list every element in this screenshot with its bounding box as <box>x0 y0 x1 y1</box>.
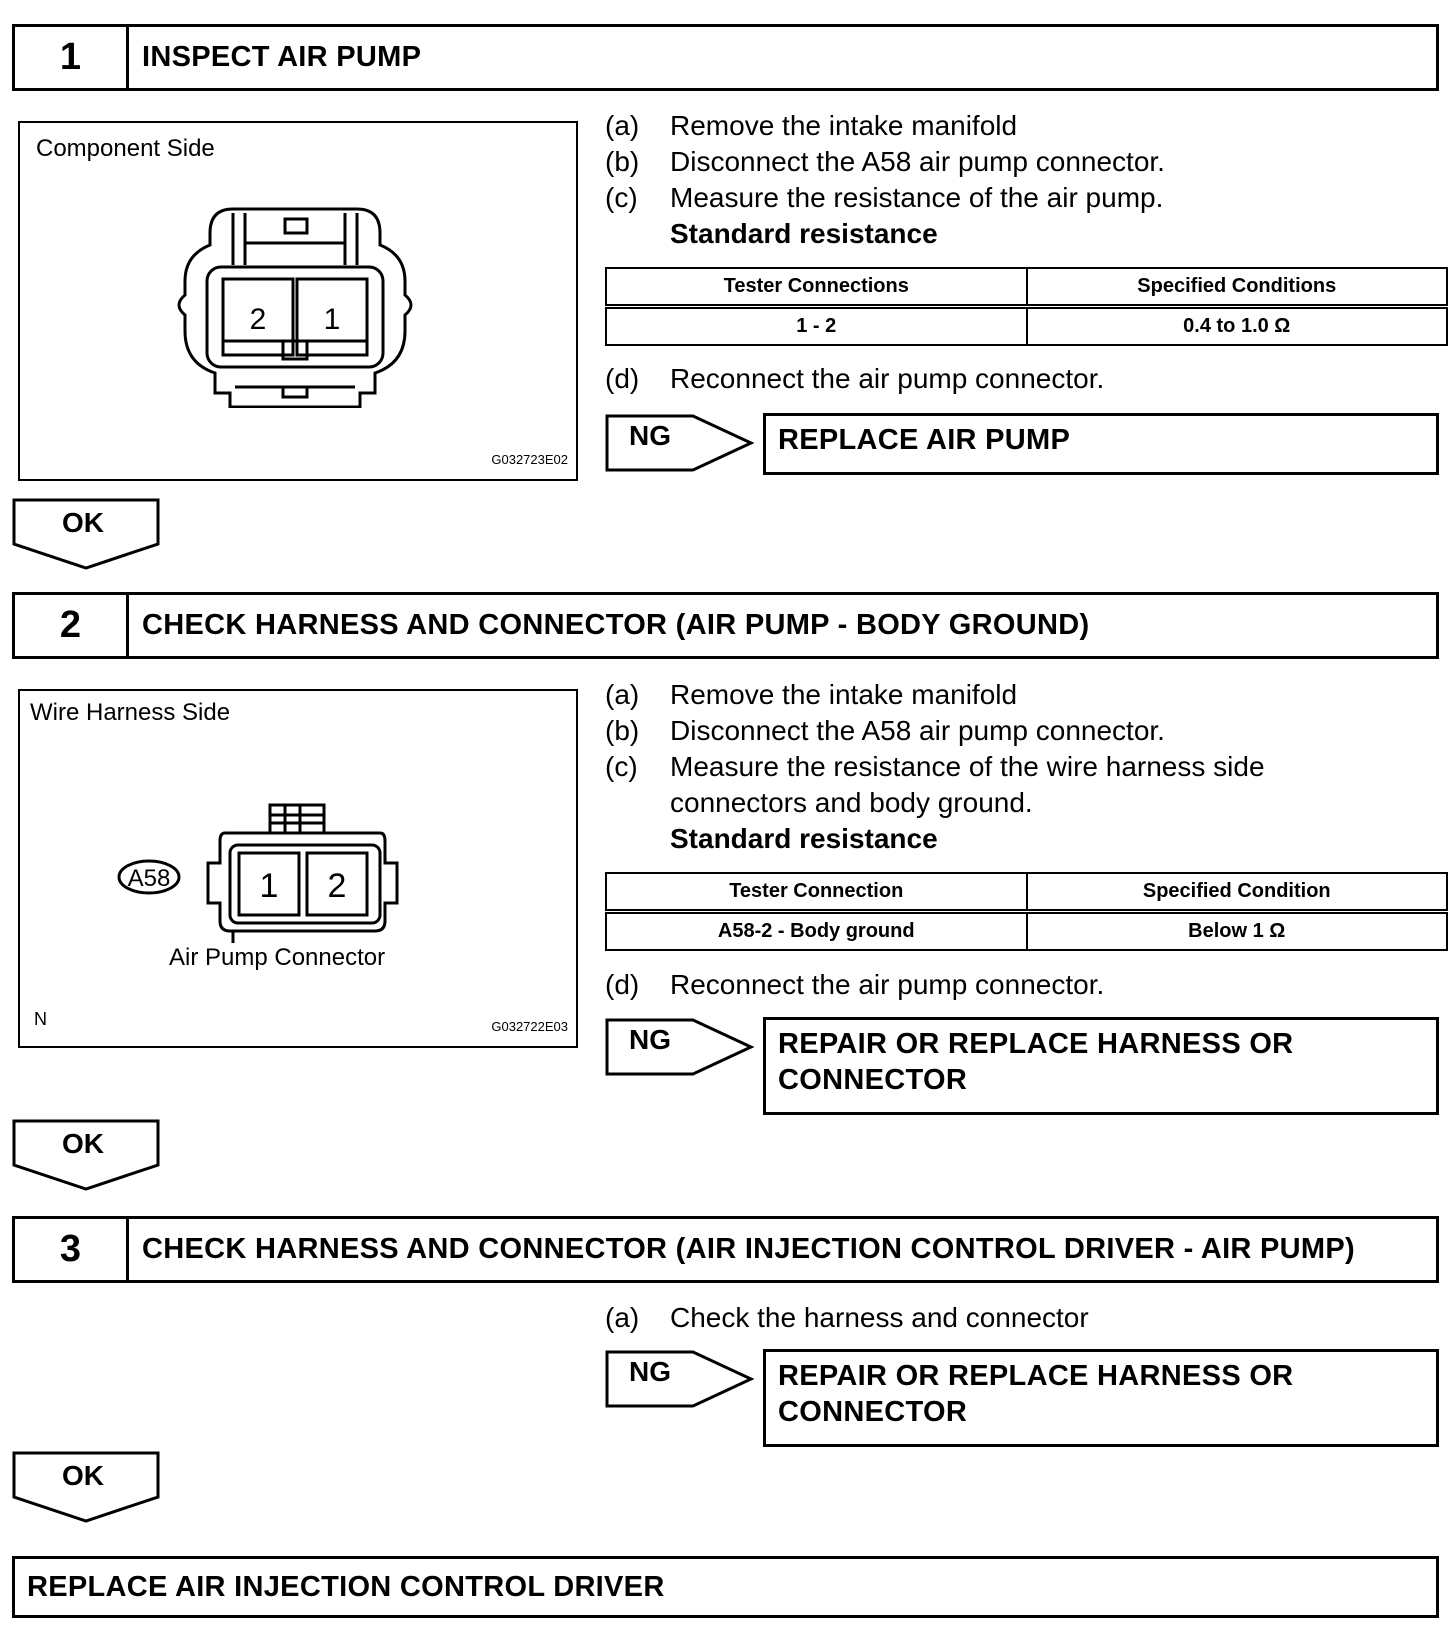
step-1-figure <box>18 121 578 481</box>
step-3-title: CHECK HARNESS AND CONNECTOR (AIR INJECTION CONTROL DRIVER - AIR PUMP) <box>142 1233 1355 1265</box>
table-cell: 0.4 to 1.0 Ω <box>1027 307 1448 346</box>
connector-caption: Air Pump Connector <box>169 944 386 971</box>
instruction-text: Disconnect the A58 air pump connector. <box>670 146 1165 177</box>
step-1-after-instruction <box>605 361 1425 397</box>
table-header: Specified Condition <box>1027 873 1448 912</box>
step-3-ng-tag <box>605 1350 755 1408</box>
instruction-item <box>605 108 1425 144</box>
final-action-box: REPLACE AIR INJECTION CONTROL DRIVER <box>12 1556 1439 1618</box>
table-row <box>606 912 1447 951</box>
figure-corner-mark: N <box>34 1009 47 1029</box>
instruction-item <box>605 1300 1425 1336</box>
step-3-ng-result: REPAIR OR REPLACE HARNESS OR CONNECTOR <box>763 1349 1439 1447</box>
instruction-letter: (c) <box>605 751 638 782</box>
instruction-item <box>605 713 1425 749</box>
step-3-ok-tag <box>12 1451 160 1523</box>
figure-label: Component Side <box>36 135 215 162</box>
instruction-item <box>605 967 1425 1003</box>
table-header-row <box>606 268 1447 307</box>
instruction-text: Disconnect the A58 air pump connector. <box>670 715 1165 746</box>
step-1-spec-table <box>605 267 1448 346</box>
step-3-header <box>12 1216 1439 1283</box>
pin-2-label: 2 <box>249 303 267 336</box>
ng-arrow-icon <box>605 414 755 472</box>
step-1-ng-result: REPLACE AIR PUMP <box>763 413 1439 475</box>
table-row <box>606 307 1447 346</box>
instruction-letter: (d) <box>605 363 640 394</box>
ng-label: NG <box>629 1356 671 1387</box>
ng-arrow-icon <box>605 1018 755 1076</box>
table-header: Tester Connections <box>606 268 1027 307</box>
ok-label: OK <box>62 507 104 538</box>
figure-code: G032723E02 <box>491 452 568 467</box>
instruction-letter: (d) <box>605 969 640 1000</box>
step-1-ok-tag <box>12 498 160 570</box>
step-2-ng-tag <box>605 1018 755 1076</box>
connector-id-label: A58 <box>127 865 171 892</box>
ok-label: OK <box>62 1128 104 1159</box>
pin-1-label: 1 <box>323 303 341 336</box>
pin-1-label: 1 <box>259 867 279 905</box>
step-1-title: INSPECT AIR PUMP <box>142 41 422 73</box>
table-header-row <box>606 873 1447 912</box>
instruction-text: Reconnect the air pump connector. <box>670 969 1105 1000</box>
step-2-ng-result: REPAIR OR REPLACE HARNESS OR CONNECTOR <box>763 1017 1439 1115</box>
instruction-item <box>605 677 1425 713</box>
table-header: Tester Connection <box>606 873 1027 912</box>
step-1-header <box>12 24 1439 91</box>
instruction-letter: (b) <box>605 146 640 177</box>
pin-2-label: 2 <box>327 867 347 905</box>
instruction-letter: (a) <box>605 110 640 141</box>
ng-arrow-icon <box>605 1350 755 1408</box>
instruction-letter: (a) <box>605 679 640 710</box>
instruction-item <box>605 749 1425 821</box>
table-cell: A58-2 - Body ground <box>606 912 1027 951</box>
instruction-letter: (a) <box>605 1302 640 1333</box>
step-2-figure <box>18 689 578 1048</box>
instruction-text: Measure the resistance of the air pump. <box>670 182 1164 213</box>
harness-connector-icon <box>115 803 415 943</box>
step-3-number: 3 <box>15 1219 129 1280</box>
instruction-item <box>605 180 1425 216</box>
standard-resistance-label: Standard resistance <box>670 218 938 249</box>
instruction-item <box>605 361 1425 397</box>
figure-label: Wire Harness Side <box>30 699 231 726</box>
ng-label: NG <box>629 1024 671 1055</box>
figure-code: G032722E03 <box>491 1019 568 1034</box>
step-1-ng-tag <box>605 414 755 472</box>
table-header: Specified Conditions <box>1027 268 1448 307</box>
instruction-letter: (c) <box>605 182 638 213</box>
table-cell: 1 - 2 <box>606 307 1027 346</box>
step-2-instructions <box>605 677 1425 857</box>
ok-label: OK <box>62 1460 104 1491</box>
instruction-text: Reconnect the air pump connector. <box>670 363 1105 394</box>
instruction-text: Check the harness and connector <box>670 1302 1089 1333</box>
step-2-header <box>12 592 1439 659</box>
step-2-number: 2 <box>15 595 129 656</box>
ng-label: NG <box>629 420 671 451</box>
component-connector-icon <box>165 203 425 408</box>
table-cell: Below 1 Ω <box>1027 912 1448 951</box>
step-1-number: 1 <box>15 27 129 88</box>
step-3-instructions <box>605 1300 1425 1336</box>
step-2-after-instruction <box>605 967 1425 1003</box>
instruction-text: Remove the intake manifold <box>670 110 1018 141</box>
step-2-title: CHECK HARNESS AND CONNECTOR (AIR PUMP - BODY GROUND) <box>142 609 1090 641</box>
step-2-ok-tag <box>12 1119 160 1191</box>
instruction-item <box>605 144 1425 180</box>
instruction-text: Remove the intake manifold <box>670 679 1018 710</box>
instruction-letter: (b) <box>605 715 640 746</box>
step-2-spec-table <box>605 872 1448 951</box>
instruction-text: Measure the resistance of the wire harness side connectors and body ground. <box>670 751 1265 818</box>
standard-resistance-label: Standard resistance <box>670 823 938 854</box>
step-1-instructions <box>605 108 1425 252</box>
